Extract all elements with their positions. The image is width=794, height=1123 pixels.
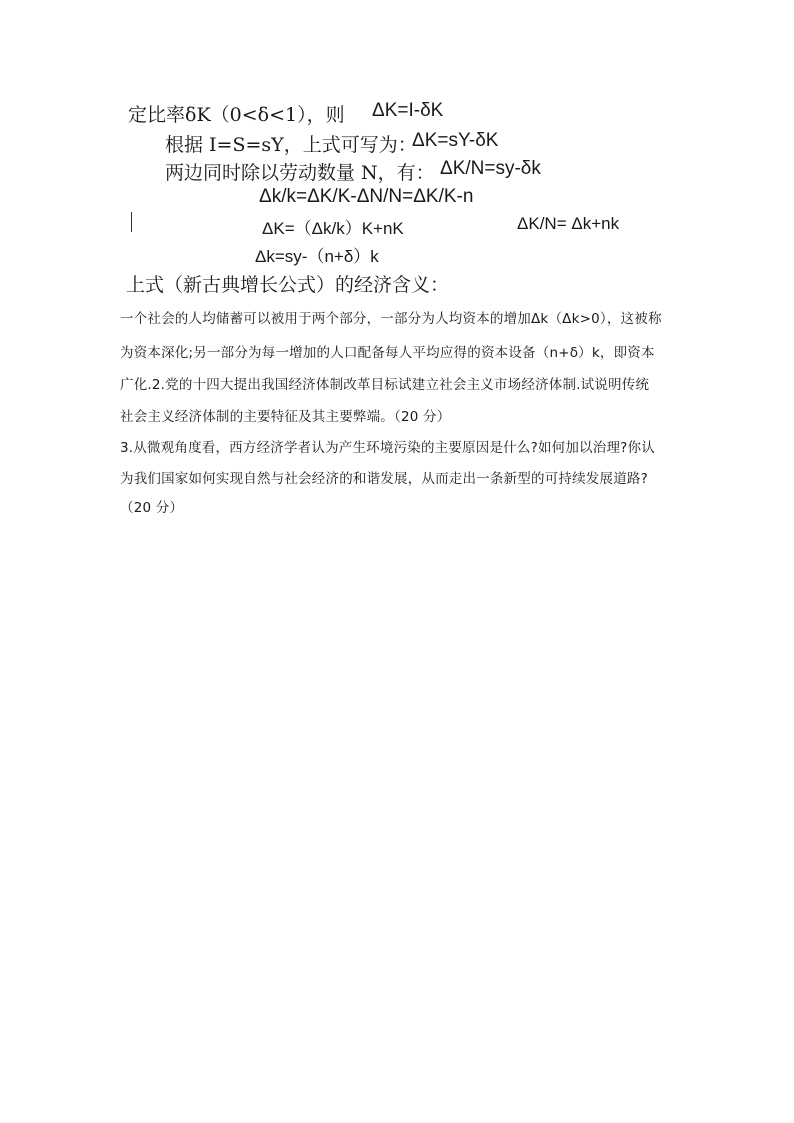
body-line-7: （20 分） xyxy=(120,500,184,516)
formula-line-3-equation: ΔK/N=sy-δk xyxy=(440,158,541,179)
body-line-6: 为我们国家如何实现自然与社会经济的和谐发展，从而走出一条新型的可持续发展道路? xyxy=(120,471,648,487)
formula-line-4-equation: Δk/k=ΔK/K-ΔN/N=ΔK/K-n xyxy=(259,186,474,207)
formula-line-5-left-equation: ΔK=（Δk/k）K+nK xyxy=(262,219,404,238)
formula-line-1-equation: ΔK=I-δK xyxy=(372,100,444,121)
formula-line-5-right-equation: ΔK/N= Δk+nk xyxy=(517,214,620,233)
formula-line-2-text: 根据 I=S=sY，上式可写为： xyxy=(165,134,417,156)
formula-line-1-text: 定比率δK（0<δ<1），则 xyxy=(128,104,345,126)
body-line-1: 一个社会的人均储蓄可以被用于两个部分，一部分为人均资本的增加Δk（Δk>0），这被称 xyxy=(120,311,662,327)
body-line-3: 广化.2.党的十四大提出我国经济体制改革目标试建立社会主义市场经济体制.试说明传统 xyxy=(120,377,650,393)
body-line-2: 为资本深化;另一部分为每一增加的人口配备每人平均应得的资本设备（n+δ）k，即资本 xyxy=(120,345,655,361)
body-line-4: 社会主义经济体制的主要特征及其主要弊端。（20 分） xyxy=(120,409,451,425)
text-cursor-bar xyxy=(131,212,132,232)
formula-line-7-heading: 上式（新古典增长公式）的经济含义： xyxy=(126,274,450,296)
formula-line-3-text: 两边同时除以劳动数量 N，有： xyxy=(165,162,435,184)
formula-line-2-equation: ΔK=sY-δK xyxy=(412,130,499,151)
body-line-5: 3.从微观角度看，西方经济学者认为产生环境污染的主要原因是什么?如何加以治理?你认 xyxy=(120,440,655,456)
formula-line-6-equation: Δk=sy-（n+δ）k xyxy=(255,247,379,266)
